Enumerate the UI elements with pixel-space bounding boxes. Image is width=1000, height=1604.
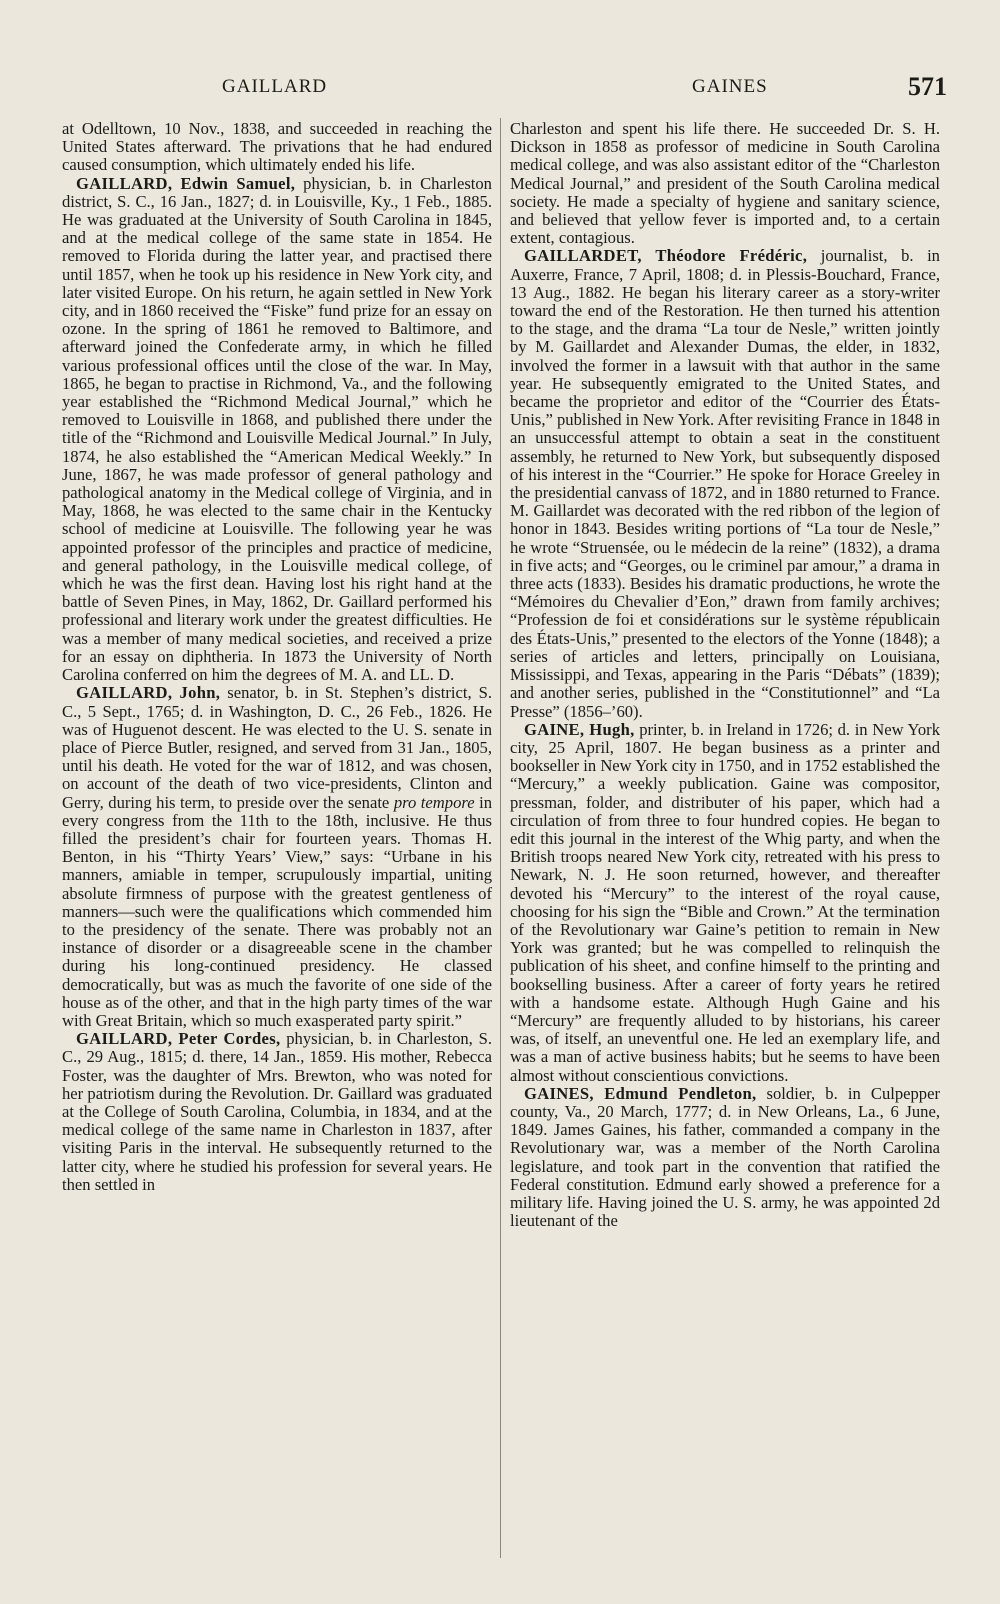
entry-edwin-gaillard xyxy=(62,175,492,685)
entry-text: journalist, b. in Auxerre, France, 7 April, 1808; d. in Plessis-Bouchard, France, 13 Aug., 1882. He began his literary career as a story-writer toward the end of the Restoration. He then turned his attention to the stage, and the drama “La tour de Nesle,” written jointly by M. Gaillardet and Alexander Dumas, the elder, in 1832, involved the former in a lawsuit with that author in the same year. He subsequently emigrated to the United States, and became the proprietor and editor of the “Courrier des États-Unis,” published in New York. After revisiting France in 1848 in an unsuccessful attempt to obtain a seat in the constituent assembly, he returned to New York, but subsequently disposed of his interest in the “Courrier.” He spoke for Horace Greeley in the presidential canvass of 1872, and in 1880 returned to France. M. Gaillardet was decorated with the red ribbon of the legion of honor in 1843. Besides writing portions of “La tour de Nesle,” he wrote “Struensée, ou le médecin de la reine” (1832), a drama in five acts; and “Georges, ou le criminel par amour,” a drama in three acts (1833). Besides his dramatic productions, he wrote the “Mémoires du Chevalier d’Eon,” drawn from family archives; “Profession de foi et considérations sur le système républicain des États-Unis,” presented to the electors of the Yonne (1848); a series of articles and letters, principally on Louisiana, Mississippi, and Texas, appearing in the Paris “Débats” (1839); and another series, published in the “Constitutionnel” and “La Presse” (1856–’60). xyxy=(510,246,941,721)
continuation-paragraph: at Odelltown, 10 Nov., 1838, and succeeded in reaching the United States afterward. The privations that he had endured caused consumption, which ultimately ended his life. xyxy=(62,119,492,175)
entry-hugh-gaine xyxy=(510,721,940,1085)
entry-text: soldier, b. in Culpepper county, Va., 20 March, 1777; d. in New Orleans, La., 6 June, 1849. James Gaines, his father, commanded a company in the Revolutionary war, was a member of the North Carolina legislature, and took part in the convention that ratified the Federal constitution. Edmund early showed a preference for a military life. Having joined the U. S. army, he was appointed 2d lieutenant of the xyxy=(510,1083,940,1231)
entry-headword: GAILLARD, John, xyxy=(76,683,221,703)
entry-text: in every congress from the 11th to the 18th, inclusive. He thus filled the president’s chair for fourteen years. Thomas H. Benton, in his “Thirty Years’ View,” says: “Urbane in his manners, amiable in temper, scrupulously impartial, uniting absolute firmness of purpose with the greatest gentleness of manners—such were the qualifications which commended him to the presidency of the senate. There was probably not an instance of disorder or a disagreeable scene in the chamber during his long-continued presidency. He classed democratically, but was as much the favorite of one side of the house as of the other, and that in the high party times of the war with Great Britain, which so much exasperated party spirit.” xyxy=(62,792,493,1030)
entry-peter-gaillard xyxy=(62,1030,492,1194)
entry-text: printer, b. in Ireland in 1726; d. in New York city, 25 April, 1807. He began business as a printer and bookseller in New York city in 1750, and in 1752 established the “Mercury,” a weekly publication. Gaine was compositor, pressman, folder, and distributer of his paper, which had a circulation of from three to four hundred copies. He began to edit this journal in the interest of the Whig party, and when the British troops neared New York city, retreated with his press to Newark, N. J. He soon returned, however, and thereafter devoted his “Mercury” to the interest of the royal cause, choosing for his sign the “Bible and Crown.” At the termination of the Revolutionary war Gaine’s petition to remain in New York was granted; but he was compelled to relinquish the publication of his sheet, and confine himself to the printing and bookselling business. After a career of forty years he retired with a handsome estate. Although Hugh Gaine and his “Mercury” are frequently alluded to by historians, his career was, of itself, an uneventful one. He led an exemplary life, and was a man of active business habits; but he seems to have been almost without conscientious convictions. xyxy=(510,719,941,1085)
running-header xyxy=(0,72,1000,112)
entry-headword: GAILLARD, Peter Cordes, xyxy=(76,1029,281,1049)
continuation-paragraph: Charleston and spent his life there. He succeeded Dr. S. H. Dickson in 1858 as professor of medicine in South Carolina medical college, and was also assistant editor of the “Charleston Medical Journal,” and president of the South Carolina medical society. He made a specialty of hygiene and sanitary science, and believed that yellow fever is imported and, to a certain extent, contagious. xyxy=(510,119,940,248)
entry-john-gaillard xyxy=(62,684,492,1030)
page-number: 571 xyxy=(908,72,947,101)
entry-edmund-gaines xyxy=(510,1085,940,1231)
entry-headword: GAILLARDET, Théodore Frédéric, xyxy=(524,246,808,266)
entry-text: physician, b. in Charleston district, S. C., 16 Jan., 1827; d. in Louisville, Ky., 1 Feb., 1885. He was graduated at the University of South Carolina in 1845, and at the medical college of the same state in 1854. He removed to Florida during the latter year, and practised there until 1857, when he took up his residence in New York city, and later visited Europe. On his return, he again settled in New York city, and in 1860 received the “Fiske” fund prize for an essay on ozone. In the spring of 1861 he removed to Baltimore, and afterward joined the Confederate army, in which he filled various professional offices until the close of the war. In May, 1865, he began to practise in Richmond, Va., and the following year established the “Richmond Medical Journal,” which he removed to Louisville in 1868, and published there under the title of the “Richmond and Louisville Medical Journal.” In July, 1874, he also established the “American Medical Weekly.” In June, 1867, he was made professor of general pathology and pathological anatomy in the Medical college of Virginia, and in May, 1868, he was elected to the same chair in the Kentucky school of medicine at Louisville. The following year he was appointed professor of the principles and practice of medicine, and general pathology, in the Louisville medical college, of which he was the first dean. Having lost his right hand at the battle of Seven Pines, in May, 1862, Dr. Gaillard performed his professional and literary work under the greatest difficulties. He was a member of many medical societies, and received a prize for an essay on diphtheria. In 1873 the University of North Carolina conferred on him the degrees of M. A. and LL. D. xyxy=(62,173,492,685)
entry-text: physician, b. in Charleston, S. C., 29 Aug., 1815; d. there, 14 Jan., 1859. His mother, Rebecca Foster, was the daughter of Mrs. Brewton, who was noted for her patriotism during the Revolution. Dr. Gaillard was graduated at the College of South Carolina, Columbia, in 1834, and at the medical college of the same name in Charleston in 1837, after visiting Paris in the interval. He subsequently returned to the latter city, where he studied his profession for several years. He then settled in xyxy=(62,1029,492,1194)
header-left-guideword: GAILLARD xyxy=(222,76,328,97)
column-divider xyxy=(500,118,501,1558)
left-column xyxy=(62,120,492,1194)
entry-headword: GAILLARD, Edwin Samuel, xyxy=(76,173,296,193)
entry-theodore-gaillardet xyxy=(510,247,940,720)
right-column xyxy=(510,120,940,1230)
header-right-guideword: GAINES xyxy=(692,76,768,97)
entry-text: senator, b. in St. Stephen’s district, S. C., 5 Sept., 1765; d. in Washington, D. C., 26 Feb., 1826. He was of Huguenot descent. He was elected to the U. S. senate in place of Pierce Butler, resigned, and served from 31 Jan., 1805, until his death. He voted for the war of 1812, and was chosen, on account of the death of two vice-presidents, Clinton and Gerry, during his term, to preside over the senate xyxy=(62,683,492,812)
entry-headword: GAINE, Hugh, xyxy=(524,719,635,739)
entry-italic-text: pro tempore xyxy=(393,792,475,812)
entry-headword: GAINES, Edmund Pendleton, xyxy=(524,1083,757,1103)
